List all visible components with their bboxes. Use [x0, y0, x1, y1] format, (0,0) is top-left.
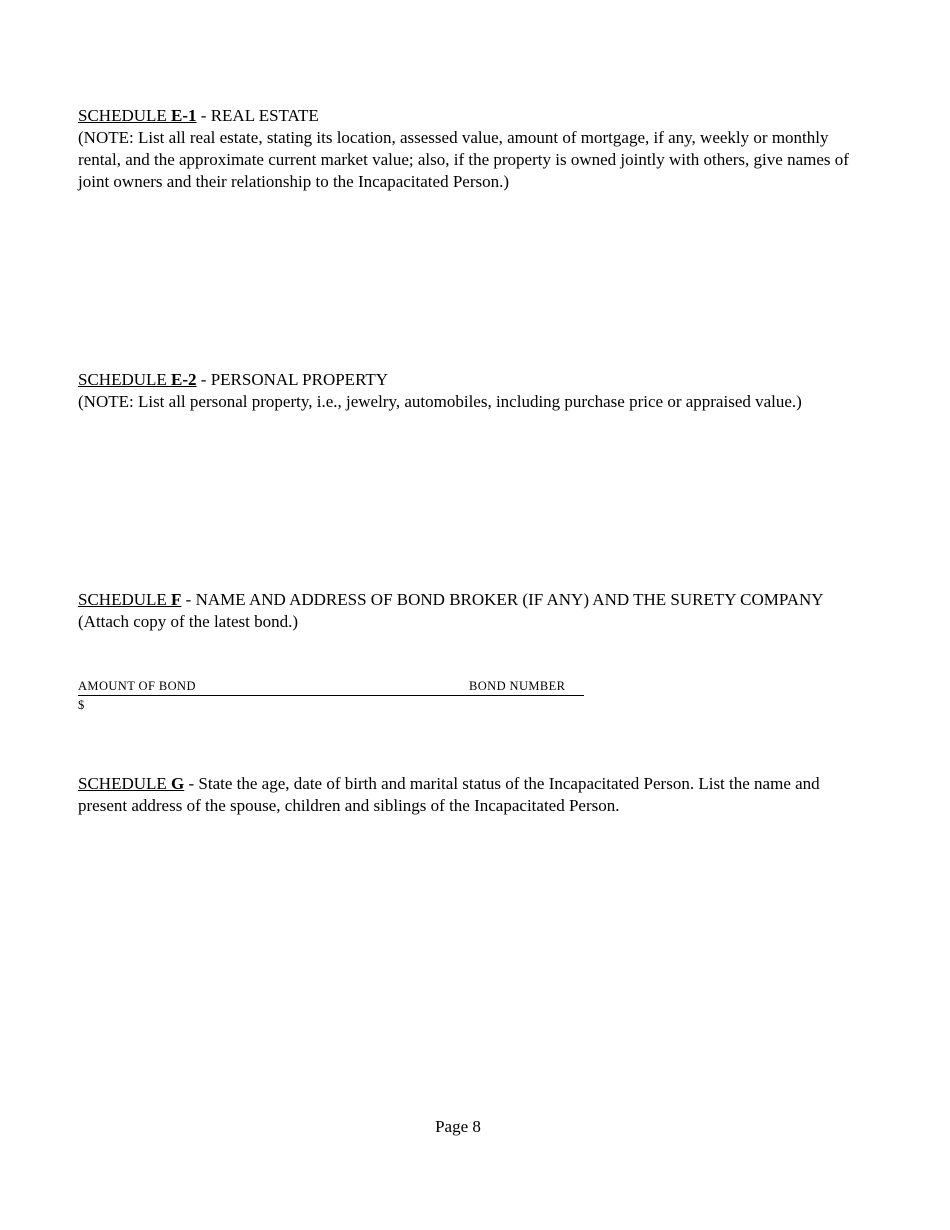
schedule-f-prefix: SCHEDULE — [78, 590, 172, 609]
schedule-g-code: G — [171, 774, 185, 793]
schedule-e2-heading — [78, 369, 858, 391]
schedule-e2-code: E-2 — [171, 370, 197, 389]
schedule-e2-prefix: SCHEDULE — [78, 370, 172, 389]
page-number: Page 8 — [435, 1117, 481, 1136]
schedule-e2-section — [78, 369, 858, 413]
schedule-f-section — [78, 589, 858, 633]
bond-number-label: BOND NUMBER — [469, 679, 566, 693]
schedule-f-title: - NAME AND ADDRESS OF BOND BROKER (IF ANY) AND THE SURETY COMPANY (Attach copy of the latest bond.) — [78, 590, 823, 631]
bond-amount-currency: $ — [78, 698, 85, 712]
schedule-g-section — [78, 773, 858, 817]
schedule-e2-note: (NOTE: List all personal property, i.e., jewelry, automobiles, including purchase price or appraised value.) — [78, 392, 802, 411]
schedule-e2-title: - PERSONAL PROPERTY — [196, 370, 389, 389]
schedule-g-title: - State the age, date of birth and marital status of the Incapacitated Person. List the name and present address of the spouse, children and siblings of the Incapacitated Person. — [78, 774, 820, 815]
schedule-e1-label — [78, 106, 197, 125]
schedule-f-label — [78, 590, 181, 609]
schedule-f-code: F — [171, 590, 182, 609]
schedule-e1-section — [78, 105, 858, 193]
schedule-e1-heading — [78, 105, 858, 127]
schedule-g-heading — [78, 774, 820, 815]
schedule-f-heading — [78, 590, 823, 631]
schedule-g-label — [78, 774, 184, 793]
schedule-e1-prefix: SCHEDULE — [78, 106, 172, 125]
schedule-e1-code: E-1 — [171, 106, 197, 125]
bond-header-row — [78, 678, 584, 696]
amount-of-bond-label: AMOUNT OF BOND — [78, 679, 196, 693]
schedule-g-prefix: SCHEDULE — [78, 774, 172, 793]
schedule-e1-note: (NOTE: List all real estate, stating its location, assessed value, amount of mortgage, if any, weekly or monthly rental, and the approximate current market value; also, if the property is owned jointly with others, give names of joint owners and their relationship to the Incapacitated Person.) — [78, 128, 849, 191]
schedule-e1-title: - REAL ESTATE — [196, 106, 319, 125]
schedule-e2-label — [78, 370, 197, 389]
